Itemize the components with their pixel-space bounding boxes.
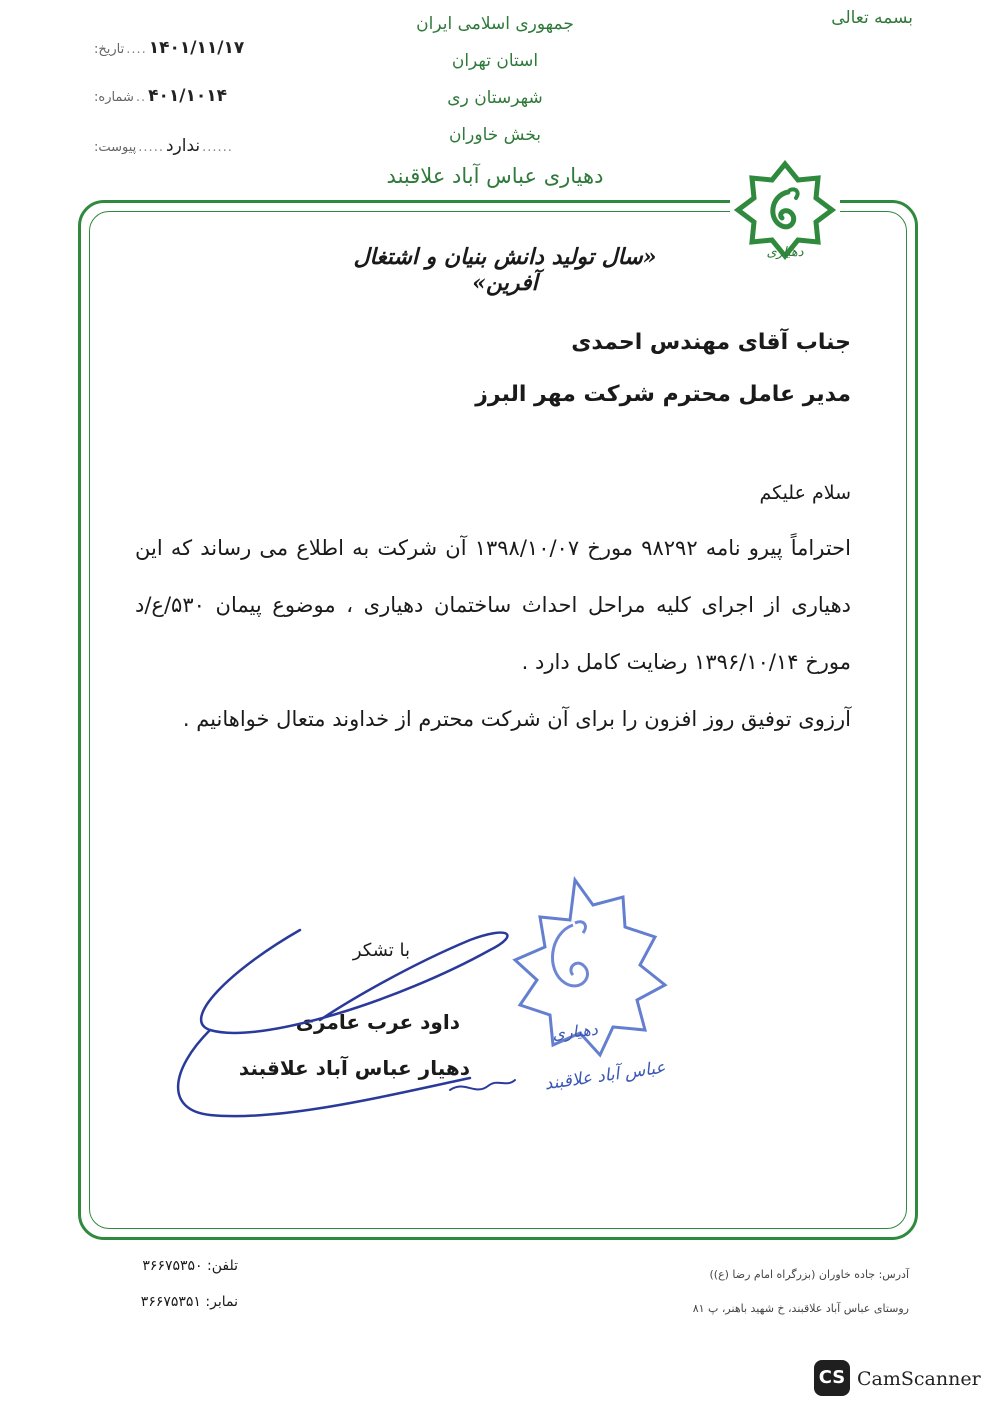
letterhead-country: جمهوری اسلامی ایران	[416, 14, 574, 34]
year-slogan: «سال تولید دانش بنیان و اشتغال آفرین»	[353, 244, 657, 296]
footer-fax: نمابر: ۳۶۶۷۵۳۵۱	[140, 1294, 238, 1310]
greeting: سلام علیکم	[759, 482, 851, 504]
letterhead-office: دهیاری عباس آباد علاقبند	[386, 164, 604, 188]
attachment-value: ندارد	[165, 136, 201, 156]
date-value: ۱۴۰۱/۱۱/۱۷	[148, 38, 245, 58]
letterhead	[340, 6, 650, 195]
addressee-title: مدیر عامل محترم شرکت مهر البرز	[475, 382, 851, 407]
attachment-label: پیوست:	[94, 140, 137, 155]
stamp-text-top: دهیاری	[551, 1019, 599, 1044]
letterhead-province: استان تهران	[451, 51, 539, 71]
signer-name: داود عرب عامری	[295, 1010, 460, 1034]
addressee-name: جناب آقای مهندس احمدی	[571, 330, 851, 355]
body-paragraph-1: احتراماً پیرو نامه ۹۸۲۹۲ مورخ ۱۳۹۸/۱۰/۰۷ آن شرکت به اطلاع می رساند که این دهیاری از اجرای کلیه مراحل احداث ساختمان دهیاری ، موضوع پیمان ۵۳۰/ع/د مورخ ۱۳۹۶/۱۰/۱۴ رضایت کامل دارد .	[135, 536, 851, 674]
attachment-row: پیوست: ..... ندارد ......	[94, 136, 233, 156]
logo-caption: دهیاری	[766, 245, 804, 260]
letterhead-county: شهرستان ری	[447, 88, 543, 108]
bismillah-heading: بسمه تعالی	[831, 8, 913, 28]
body-paragraph-2: آرزوی توفیق روز افزون را برای آن شرکت محترم از خداوند متعال خواهانیم .	[182, 707, 851, 731]
camscanner-logo-icon: CS	[814, 1360, 850, 1396]
footer-address-line-2: روستای عباس آباد علاقبند، خ شهید باهنر، پ ۸۱	[692, 1302, 909, 1315]
date-label: تاریخ:	[94, 42, 125, 57]
number-value: ۴۰۱/۱۰۱۴	[148, 86, 227, 106]
stamp-text-bottom: عباس آباد علاقبند	[543, 1057, 667, 1095]
date-row: تاریخ: .... ۱۴۰۱/۱۱/۱۷	[94, 38, 245, 58]
letterhead-district: بخش خاوران	[448, 125, 542, 145]
camscanner-watermark-text: CamScanner	[857, 1368, 981, 1390]
handwritten-signature	[170, 910, 530, 1130]
number-row: شماره: .. ۴۰۱/۱۰۱۴	[94, 86, 227, 106]
signer-title: دهیار عباس آباد علاقبند	[238, 1056, 470, 1080]
footer-address-line-1: آدرس: جاده خاوران (بزرگراه امام رضا (ع))	[709, 1268, 909, 1281]
letter-body	[135, 520, 851, 748]
dehyari-logo-icon	[730, 158, 840, 278]
footer-phone: تلفن: ۳۶۶۷۵۳۵۰	[142, 1258, 238, 1274]
number-label: شماره:	[94, 90, 134, 105]
closing-thanks: با تشکر	[352, 940, 410, 961]
